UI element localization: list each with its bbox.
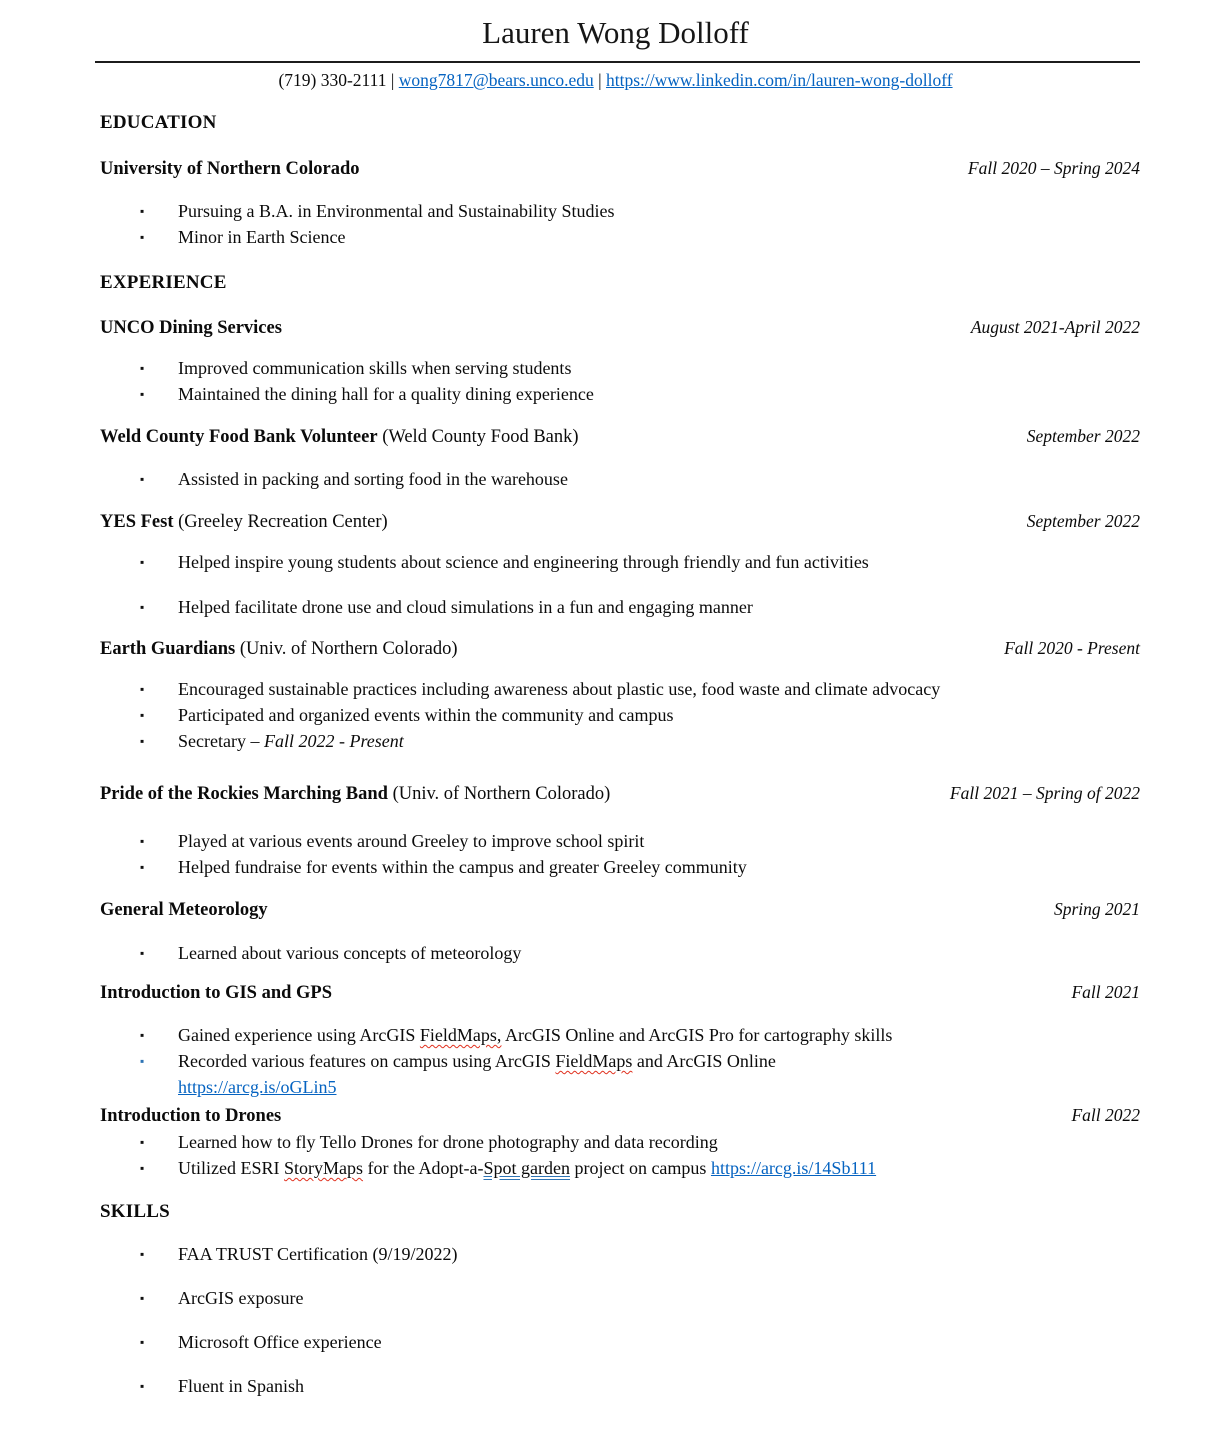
spellcheck-word: FieldMaps, xyxy=(419,1025,502,1045)
grammar-check-phrase: Spot garden xyxy=(483,1158,570,1178)
entry-title xyxy=(100,157,359,181)
bullet-text-part: and ArcGIS Online xyxy=(632,1051,776,1071)
entry-dates: Fall 2020 - Present xyxy=(1004,638,1140,658)
entry-university xyxy=(100,156,1140,250)
entry-intro-drones xyxy=(100,1103,1140,1181)
email-link[interactable]: wong7817@bears.unco.edu xyxy=(398,70,594,90)
entry-yes-fest xyxy=(100,509,1140,620)
bullet-item xyxy=(100,1373,1140,1399)
bullet-item xyxy=(100,1329,1140,1355)
bullet-text-part: ArcGIS Online and ArcGIS Pro for cartography skills xyxy=(501,1025,893,1045)
entry-title xyxy=(100,425,579,449)
entry-title-bold: YES Fest xyxy=(100,512,174,532)
bullet-text: Learned about various concepts of meteorology xyxy=(178,943,522,963)
entry-dates: Fall 2020 – Spring 2024 xyxy=(967,158,1140,178)
bullet-square-icon: ▪ xyxy=(140,1161,145,1175)
bullet-text-part: Utilized ESRI xyxy=(178,1158,284,1178)
bullet-text: Helped inspire young students about science and engineering through friendly and fun activities xyxy=(178,552,869,572)
bullet-item xyxy=(100,1285,1140,1311)
bullet-item xyxy=(100,549,1140,575)
bullet-square-icon: ▪ xyxy=(140,946,145,960)
bullet-square-icon: ▪ xyxy=(140,860,145,874)
bullet-square-icon: ▪ xyxy=(140,1291,145,1305)
bullet-text: Helped facilitate drone use and cloud simulations in a fun and engaging manner xyxy=(178,597,753,617)
bullet-item xyxy=(100,1129,1140,1155)
bullet-square-icon: ▪ xyxy=(140,1379,145,1393)
contact-separator: | xyxy=(593,70,606,90)
spellcheck-word: StoryMaps xyxy=(284,1158,364,1178)
entry-title-bold: Introduction to GIS and GPS xyxy=(100,983,332,1003)
entry-marching-band xyxy=(100,781,1140,880)
bullet-text: Played at various events around Greeley to improve school spirit xyxy=(178,831,645,851)
bullet-item xyxy=(100,702,1140,728)
bullet-text: Learned how to fly Tello Drones for drone photography and data recording xyxy=(178,1132,718,1152)
bullet-text-part: Recorded various features on campus using ArcGIS xyxy=(178,1051,556,1071)
bullet-square-icon: ▪ xyxy=(140,1335,145,1349)
entry-title xyxy=(100,782,610,806)
bullet-text xyxy=(178,1048,1140,1074)
bullet-square-icon: ▪ xyxy=(140,600,145,614)
entry-title xyxy=(100,981,332,1005)
bullet-item xyxy=(100,940,1140,966)
skills-list xyxy=(100,1241,1140,1399)
entry-title-paren: (Univ. of Northern Colorado) xyxy=(235,639,458,659)
entry-intro-gis xyxy=(100,980,1140,1100)
bullet-item xyxy=(100,1022,1140,1048)
entry-title xyxy=(100,316,282,340)
bullet-text: ArcGIS exposure xyxy=(178,1288,304,1308)
bullet-item xyxy=(100,1241,1140,1267)
entry-title-paren: (Weld County Food Bank) xyxy=(377,427,579,447)
bullet-square-icon: ▪ xyxy=(140,1028,145,1042)
school-name: University of Northern Colorado xyxy=(100,159,360,179)
bullet-item xyxy=(100,466,1140,492)
entry-weld-food-bank xyxy=(100,424,1140,492)
bullet-square-icon: ▪ xyxy=(140,834,145,848)
bullet-text: Helped fundraise for events within the campus and greater Greeley community xyxy=(178,857,747,877)
contact-line xyxy=(0,68,1231,92)
bullet-item xyxy=(100,1048,1140,1074)
bullet-square-icon: ▪ xyxy=(140,1135,145,1149)
entry-title xyxy=(100,1104,281,1128)
entry-general-meteorology xyxy=(100,897,1140,966)
secretary-term: Fall 2022 - Present xyxy=(263,731,404,751)
bullet-item xyxy=(100,854,1140,880)
entry-dates: September 2022 xyxy=(1026,511,1140,531)
bullet-text: Microsoft Office experience xyxy=(178,1332,382,1352)
secretary-label: Secretary – xyxy=(178,731,264,751)
arcgis-fieldmaps-link[interactable]: https://arcg.is/oGLin5 xyxy=(178,1077,337,1097)
experience-heading: EXPERIENCE xyxy=(100,272,227,293)
bullet-item xyxy=(100,1155,1140,1181)
header-rule xyxy=(95,61,1140,63)
entry-dates: August 2021-April 2022 xyxy=(970,317,1140,337)
entry-unco-dining xyxy=(100,315,1140,407)
bullet-item xyxy=(100,198,1140,224)
spellcheck-word: FieldMaps xyxy=(555,1051,633,1071)
entry-dates: September 2022 xyxy=(1026,426,1140,446)
contact-separator: | xyxy=(386,70,399,90)
entry-title-paren: (Greeley Recreation Center) xyxy=(173,512,388,532)
bullet-text: Participated and organized events within the community and campus xyxy=(178,705,674,725)
bullet-square-icon: ▪ xyxy=(140,708,145,722)
bullet-continuation xyxy=(178,1074,1140,1100)
bullet-text: Encouraged sustainable practices including awareness about plastic use, food waste and climate advocacy xyxy=(178,679,941,699)
person-name: Lauren Wong Dolloff xyxy=(482,15,749,50)
bullet-text xyxy=(178,1022,1140,1048)
bullet-item xyxy=(100,381,1140,407)
education-heading: EDUCATION xyxy=(100,112,217,133)
bullet-square-icon-blue: ▪ xyxy=(140,1054,145,1068)
entry-title xyxy=(100,898,268,922)
entry-title-paren: (Univ. of Northern Colorado) xyxy=(387,784,611,804)
bullet-text xyxy=(178,1155,1140,1181)
skills-heading: SKILLS xyxy=(100,1201,170,1222)
bullet-square-icon: ▪ xyxy=(140,230,145,244)
bullet-item xyxy=(100,594,1140,620)
bullet-square-icon: ▪ xyxy=(140,555,145,569)
entry-dates: Fall 2021 – Spring of 2022 xyxy=(949,783,1140,803)
bullet-text: Fluent in Spanish xyxy=(178,1376,305,1396)
entry-title-bold: Pride of the Rockies Marching Band xyxy=(100,784,388,804)
bullet-square-icon: ▪ xyxy=(140,204,145,218)
bullet-item xyxy=(100,828,1140,854)
bullet-square-icon: ▪ xyxy=(140,682,145,696)
entry-dates: Fall 2021 xyxy=(1071,982,1140,1002)
bullet-text: Minor in Earth Science xyxy=(178,227,346,247)
bullet-text: Maintained the dining hall for a quality dining experience xyxy=(178,384,594,404)
bullet-text xyxy=(178,728,1140,754)
bullet-item xyxy=(100,224,1140,250)
bullet-text: Pursuing a B.A. in Environmental and Sustainability Studies xyxy=(178,201,615,221)
bullet-square-icon: ▪ xyxy=(140,734,145,748)
entry-title-bold: Earth Guardians xyxy=(100,639,236,659)
bullet-text-part: Gained experience using ArcGIS xyxy=(178,1025,420,1045)
bullet-text-part: for the Adopt-a- xyxy=(363,1158,484,1178)
storymaps-project-link[interactable]: https://arcg.is/14Sb111 xyxy=(710,1158,877,1178)
entry-title xyxy=(100,510,388,534)
entry-dates: Spring 2021 xyxy=(1053,899,1140,919)
entry-title xyxy=(100,637,457,661)
entry-dates: Fall 2022 xyxy=(1071,1105,1140,1125)
bullet-square-icon: ▪ xyxy=(140,1247,145,1261)
entry-title-bold: Weld County Food Bank Volunteer xyxy=(100,427,378,447)
bullet-item xyxy=(100,676,1140,702)
bullet-square-icon: ▪ xyxy=(140,361,145,375)
entry-title-bold: UNCO Dining Services xyxy=(100,318,282,338)
linkedin-link[interactable]: https://www.linkedin.com/in/lauren-wong-dolloff xyxy=(606,70,953,90)
bullet-text: Assisted in packing and sorting food in the warehouse xyxy=(178,469,568,489)
bullet-text: FAA TRUST Certification (9/19/2022) xyxy=(178,1244,458,1264)
phone-number: (719) 330-2111 xyxy=(278,70,387,90)
bullet-square-icon: ▪ xyxy=(140,472,145,486)
bullet-text: Improved communication skills when serving students xyxy=(178,358,572,378)
entry-title-bold: Introduction to Drones xyxy=(100,1106,282,1126)
bullet-item xyxy=(100,355,1140,381)
bullet-text-part: project on campus xyxy=(569,1158,711,1178)
entry-title-bold: General Meteorology xyxy=(100,900,268,920)
resume-body xyxy=(0,111,1231,1399)
bullet-square-icon: ▪ xyxy=(140,387,145,401)
entry-earth-guardians xyxy=(100,636,1140,754)
bullet-item xyxy=(100,728,1140,754)
